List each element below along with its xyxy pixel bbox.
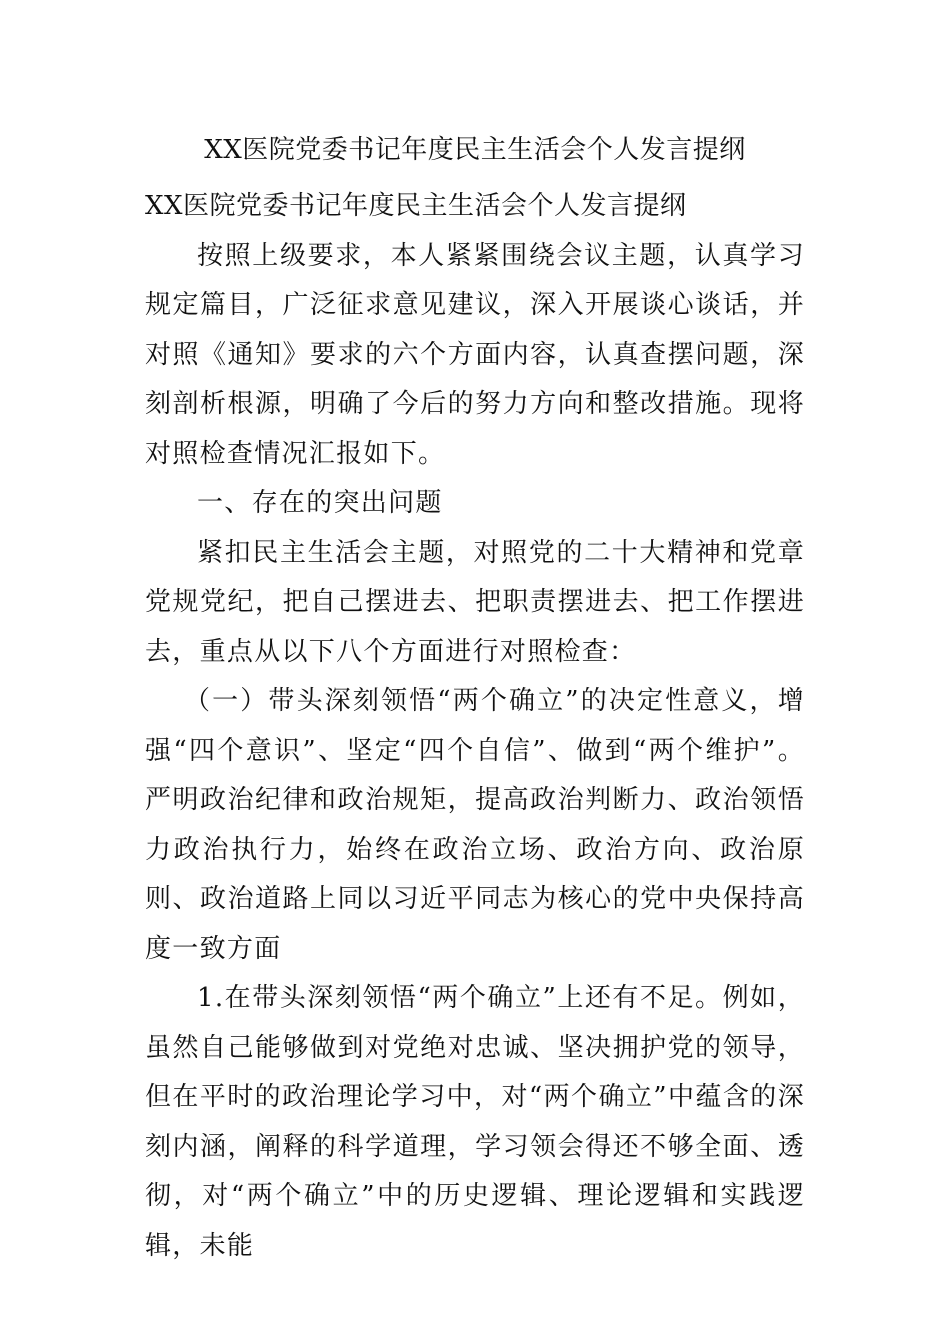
- section-one-heading: 一、存在的突出问题: [197, 488, 443, 518]
- subsection-one-paragraph: （一）带头深刻领悟“两个确立”的决定性意义，增强“四个意识”、坚定“四个自信”、做到“两个维护”。严明政治纪律和政治规矩，提高政治判断力、政治领悟力政治执行力，始终在政治立场、政治方向、政治原则、政治道路上同以习近平同志为核心的党中央保持高度一致方面: [145, 686, 805, 964]
- section-one-intro-paragraph: 紧扣民主生活会主题，对照党的二十大精神和党章党规党纪，把自己摆进去、把职责摆进去、把工作摆进去，重点从以下八个方面进行对照检查：: [145, 537, 805, 667]
- intro-paragraph: 按照上级要求，本人紧紧围绕会议主题，认真学习规定篇目，广泛征求意见建议，深入开展谈心谈话，并对照《通知》要求的六个方面内容，认真查摆问题，深刻剖析根源，明确了今后的努力方向和整改措施。现将对照检查情况汇报如下。: [145, 240, 805, 469]
- document-subtitle: XX医院党委书记年度民主生活会个人发言提纲: [145, 191, 687, 221]
- point-one-paragraph: 1.在带头深刻领悟“两个确立”上还有不足。例如，虽然自己能够做到对党绝对忠诚、坚决拥护党的领导，但在平时的政治理论学习中，对“两个确立”中蕴含的深刻内涵，阐释的科学道理，学习领会得还不够全面、透彻，对“两个确立”中的历史逻辑、理论逻辑和实践逻辑，未能: [145, 983, 805, 1261]
- document-title: XX医院党委书记年度民主生活会个人发言提纲: [204, 135, 746, 165]
- document-body: [145, 182, 805, 1271]
